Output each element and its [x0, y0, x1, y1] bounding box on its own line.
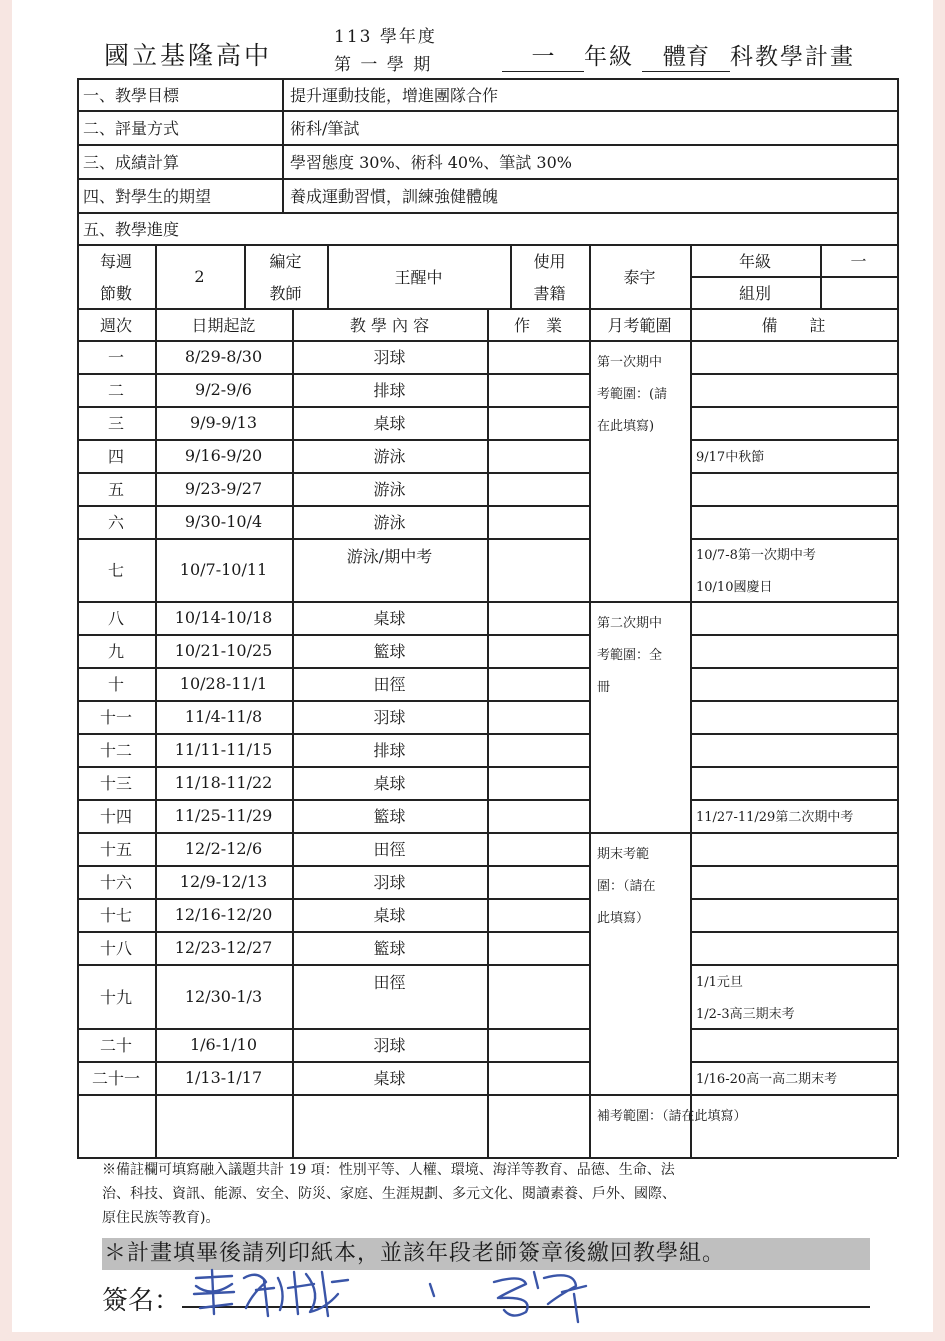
week-note [690, 931, 903, 964]
periods-value: 2 [194, 266, 205, 286]
exam-range-text: 補考範圍：（請在此填寫） [597, 1108, 747, 1124]
week-note [690, 505, 903, 538]
week-content: 田徑 [373, 675, 406, 694]
week-note [690, 832, 903, 865]
week-date: 12/23-12/27 [174, 938, 273, 957]
grade-word: 年級 [584, 44, 634, 70]
instruction-text: ＊計畫填畢後請列印紙本，並該年段老師簽章後繳回教學組。 [104, 1241, 726, 1266]
book-label: 使用 [533, 251, 566, 271]
week-number: 三 [107, 414, 124, 433]
week-note [690, 634, 903, 667]
week-content: 桌球 [373, 414, 406, 433]
footnote-line-3: 原住民族等教育)。 [102, 1210, 220, 1226]
handwritten-signature [182, 1264, 622, 1324]
week-note [690, 472, 903, 505]
week-date: 11/25-11/29 [174, 806, 273, 825]
week-date: 1/13-1/17 [184, 1068, 263, 1087]
week-date: 1/6-1/10 [189, 1035, 258, 1054]
exam-range-text: 第一次期中 [597, 354, 663, 370]
week-number: 二十 [99, 1036, 132, 1055]
week-content: 桌球 [373, 609, 406, 628]
week-note [690, 406, 903, 439]
week-number: 八 [107, 609, 124, 628]
week-date: 9/16-9/20 [184, 446, 263, 465]
progress-title: 五、教學進度 [83, 219, 180, 239]
week-date: 10/7-10/11 [179, 560, 268, 579]
book-label: 書籍 [533, 283, 566, 303]
section-value: 術科/筆試 [290, 118, 360, 138]
week-content: 羽球 [373, 873, 406, 892]
week-note: 1/16-20高一高二期末考 [696, 1072, 838, 1087]
week-note [690, 340, 903, 373]
exam-range-text: 此填寫） [597, 910, 650, 926]
week-number: 二十一 [91, 1069, 140, 1088]
exam-range-text: 在此填寫) [597, 418, 655, 434]
exam-range-divider [589, 601, 690, 603]
school-name: 國立基隆高中 [104, 41, 273, 70]
week-content [292, 1094, 487, 1163]
week-note: 9/17中秋節 [696, 450, 765, 465]
footnote-line-1: ※備註欄可填寫融入議題共計 19 項：性別平等、人權、環境、海洋等教育、品德、生命、法 [102, 1162, 675, 1178]
column-header: 作 業 [513, 315, 562, 335]
footnote-line-2: 治、科技、資訊、能源、安全、防災、家庭、生涯規劃、多元文化、閱讀素養、戶外、國際、 [102, 1186, 676, 1202]
exam-range-divider [589, 832, 690, 834]
week-content: 田徑 [373, 973, 406, 992]
week-date: 9/9-9/13 [189, 413, 258, 432]
week-date: 12/16-12/20 [174, 905, 273, 924]
exam-range-text: 考範圍：全 [597, 647, 663, 663]
class-label: 組別 [738, 283, 771, 303]
week-number: 二 [107, 381, 124, 400]
week-content: 籃球 [373, 807, 406, 826]
week-date: 10/14-10/18 [174, 608, 273, 627]
teacher-label: 編定 [269, 251, 302, 271]
teacher-label: 教師 [269, 283, 302, 303]
section-label: 三、成績計算 [83, 152, 180, 172]
week-note [690, 700, 903, 733]
week-date: 11/4-11/8 [184, 707, 263, 726]
academic-year: 113 學年度 [334, 27, 437, 47]
signature-label: 簽名： [102, 1286, 181, 1316]
section-value: 養成運動習慣，訓練強健體魄 [290, 186, 499, 206]
week-note [690, 766, 903, 799]
section-label: 二、評量方式 [83, 118, 180, 138]
column-header: 週次 [99, 315, 132, 335]
week-date: 8/29-8/30 [184, 347, 263, 366]
table-bottom-border [77, 1157, 897, 1159]
week-note [690, 667, 903, 700]
week-number: 十六 [99, 873, 132, 892]
week-content: 羽球 [373, 708, 406, 727]
week-date: 11/11-11/15 [174, 740, 273, 759]
exam-range-divider [589, 1094, 690, 1096]
week-content: 排球 [373, 741, 406, 760]
week-number: 四 [107, 447, 124, 466]
week-number: 十 [107, 675, 124, 694]
week-number: 六 [107, 513, 124, 532]
week-date: 9/30-10/4 [184, 512, 263, 531]
week-date: 10/21-10/25 [174, 641, 273, 660]
week-number: 一 [107, 348, 124, 367]
week-date: 9/23-9/27 [184, 479, 263, 498]
week-content: 游泳 [373, 513, 406, 532]
section-label: 四、對學生的期望 [83, 186, 212, 206]
week-date [155, 1094, 292, 1157]
column-header: 教 學 內 容 [349, 315, 430, 335]
exam-range-text: 冊 [597, 679, 611, 695]
week-number: 十五 [99, 840, 132, 859]
column-header: 月考範圍 [607, 315, 672, 335]
week-date: 10/28-11/1 [179, 674, 268, 693]
column-header: 日期起訖 [191, 315, 256, 335]
week-number: 十七 [99, 906, 132, 925]
week-content: 桌球 [373, 774, 406, 793]
week-content: 游泳 [373, 447, 406, 466]
exam-range-text: 第二次期中 [597, 615, 663, 631]
week-content: 排球 [373, 381, 406, 400]
week-note: 10/7-8第一次期中考 [696, 548, 816, 564]
exam-range-text: 期末考範 [597, 846, 650, 862]
section-value: 學習態度 30%、術科 40%、筆試 30% [290, 152, 572, 172]
grade-value: 一 [850, 251, 867, 271]
week-content: 游泳 [373, 480, 406, 499]
week-number: 十一 [99, 708, 132, 727]
week-content: 羽球 [373, 1036, 406, 1055]
week-content: 田徑 [373, 840, 406, 859]
document-page [12, 0, 933, 1332]
week-number [77, 1094, 155, 1157]
week-content: 籃球 [373, 642, 406, 661]
exam-range-text: 圍：（請在 [597, 878, 656, 894]
book-value: 泰宇 [623, 267, 656, 287]
column-header: 備 註 [761, 315, 826, 335]
week-number: 九 [107, 642, 124, 661]
week-note: 1/1元旦 [696, 974, 743, 990]
subject-word: 科教學計畫 [730, 44, 855, 70]
week-content: 桌球 [373, 1069, 406, 1088]
week-content: 游泳/期中考 [346, 547, 433, 566]
week-number: 十八 [99, 939, 132, 958]
class-value [820, 276, 897, 308]
week-content: 籃球 [373, 939, 406, 958]
week-date: 9/2-9/6 [195, 380, 252, 399]
subject-blank: 體育 [642, 38, 730, 72]
week-number: 十四 [99, 807, 132, 826]
week-note [690, 1028, 903, 1061]
section-label: 一、教學目標 [83, 85, 180, 105]
week-date: 12/2-12/6 [184, 839, 263, 858]
section-value: 提升運動技能，增進團隊合作 [290, 85, 499, 105]
week-content: 羽球 [373, 348, 406, 367]
exam-range-text: 考範圍：(請 [597, 386, 668, 402]
periods-label: 節數 [99, 283, 132, 303]
week-number: 十二 [99, 741, 132, 760]
week-note: 11/27-11/29第二次期中考 [696, 810, 854, 825]
grade-blank: 一 [502, 38, 584, 72]
week-number: 十九 [99, 987, 132, 1007]
teacher-value: 王醒中 [394, 267, 443, 287]
week-number: 五 [107, 480, 124, 499]
week-date: 11/18-11/22 [174, 773, 273, 792]
week-number: 七 [107, 561, 124, 580]
week-number: 十三 [99, 774, 132, 793]
week-note: 1/2-3高三期末考 [696, 1006, 795, 1022]
week-note: 10/10國慶日 [696, 579, 773, 595]
week-note [690, 601, 903, 634]
semester: 第 一 學 期 [334, 55, 433, 75]
periods-label: 每週 [99, 251, 132, 271]
week-date: 12/30-1/3 [184, 986, 263, 1006]
week-note [690, 733, 903, 766]
week-note [690, 898, 903, 931]
week-content: 桌球 [373, 906, 406, 925]
week-date: 12/9-12/13 [179, 872, 268, 891]
week-note [690, 865, 903, 898]
grade-label: 年級 [738, 251, 771, 271]
week-note [690, 373, 903, 406]
